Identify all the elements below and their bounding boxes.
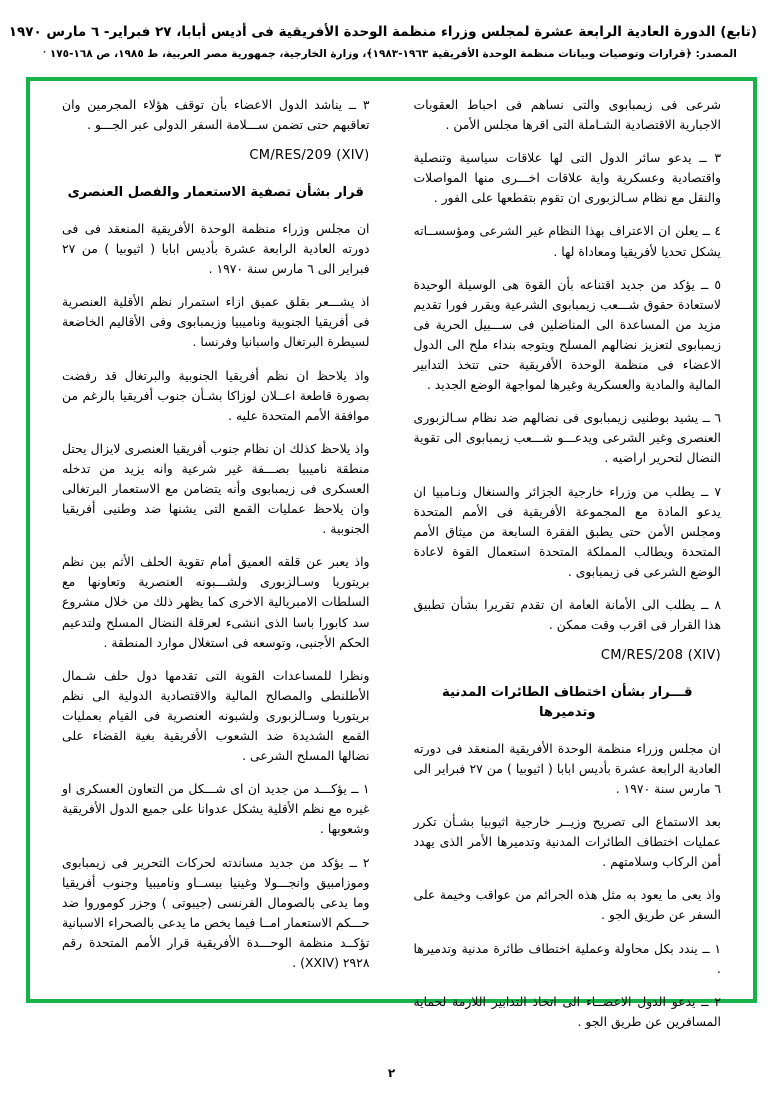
section-heading: قرار بشأن تصفية الاستعمار والفصل العنصرى	[67, 185, 364, 201]
header-title: (تابع) الدورة العادية الرابعة عشرة لمجلس وزراء منظمة الوحدة الأفريقية فى أديس أبابا، ٢٧ فبراير- ٦ مارس ١٩٧٠	[8, 24, 757, 40]
paragraph: ٤ ــ يعلن ان الاعتراف بهذا النظام غير الشرعى ومؤسســاته يشكل تحديا لأفريقيا ومعاداة لها .	[413, 223, 721, 259]
bordered-content-frame	[26, 77, 757, 1029]
resolution-code: CM/RES/209 (XIV)	[249, 148, 370, 164]
paragraph: واذ يعبر عن قلقه العميق أمام تقوية الحلف الأثم بين نظم بريتوريا وسـالزبورى ولشـــبونه العنصرية وتعاونها مع السلطات الامبريالية الاخرى كما يظهر ذلك من خلال مشروع سد كابورا باسا الذى انشىء لعرقلة النضال المسلح ولتدعيم الحكم الأجنبى، وتوسعه فى استغلال موارد المنطقة .	[62, 554, 370, 650]
paragraph: ١ ــ يندد بكل محاولة وعملية اختطاف طائرة مدنية وتدميرها .	[413, 940, 721, 976]
page-number: ٢	[387, 1066, 396, 1080]
resolution-code: CM/RES/208 (XIV)	[600, 648, 721, 664]
paragraph: ٨ ــ يطلب الى الأمانة العامة ان تقدم تقريرا بشأن تطبيق هذا القرار فى اقرب وقت ممكن .	[413, 596, 721, 633]
paragraph: ٢ ــ يدعو الدول الاعضــاء الى اتخاذ التدابير اللازمة لحماية المسافرين عن طريق الجو .	[413, 993, 721, 1029]
paragraph: ٥ ــ يؤكد من جديد اقتناعه بأن القوة هى الوسيلة الوحيدة لاستعادة حقوق شـــعب زيمبابوى الشرعية ويقرر فورا تقديم مزيد من المساعدة الى المناضلين فى ســـبيل الحرية فى زيمبابوى لتعزيز نضالهم المسلح ويتوجه بنداء ملح الى الدول الاعضاء فى منظمة الوحدة الأفريقية حتى تتخذ التدابير المالية والمادية والعسكرية وغيرها لمواجهة الوضع الجديد .	[413, 276, 721, 393]
page-header	[8, 22, 757, 63]
paragraph: ٣ ــ يدعو سائر الدول التى لها علاقات سياسية وتنصلية واقتصادية وعسكرية واية علاقات اخـــرى منها المواصلات والنقل مع نظام سـالزبورى ان تقوم بتقطعها على الفور .	[413, 150, 721, 206]
paragraph: واذ يلاحظ كذلك ان نظام جنوب أفريقيا العنصرى لايزال يحتل منطقة ناميبيا بصـــفة غير شرعية وانه يزيد من تدخله العسكرى فى زيمبابوى وأنه يتضامن مع الاستعمار البرتغالى وان يلاحظ عمليات القمع التى يشنها ضد وطنيى أفريقيا الجنوبية .	[62, 440, 370, 537]
paragraph: ٣ ــ يناشد الدول الاعضاء بأن توقف هؤلاء المجرمين وان تعاقبهم حتى تضمن ســـلامة السفر الدولى عبر الجـــو .	[62, 97, 370, 133]
paragraph: ان مجلس وزراء منظمة الوحدة الأفريقية المنعقد فى دورته العادية الرابعة عشرة بأديس ابابا ( اثيوبيا ) من ٢٧ فبراير الى ٦ مارس سنة ١٩٧٠ .	[413, 740, 721, 796]
paragraph: ٢ ــ يؤكد من جديد مساندته لحركات التحرير فى زيمبابوى وموزامبيق وانجـــولا وغينيا بيســاو وناميبيا وجنوب أفريقيا وما يدعى بالصومال الفرنسى (جيبوتى ) وجزر كوموروا ضد حـــكم الاستعمار امــا فيما يخص ما يدعى بالصحراء الاسبانية تؤكــد منظمة الوحـــدة الأفريقية قرار الأمم المتحدة رقم ٢٩٢٨ (XXIV) .	[62, 854, 370, 970]
right-text-column	[392, 95, 744, 1029]
paragraph: اذ يشـــعر بقلق عميق ازاء استمرار نظم الأقلية العنصرية فى أفريقيا الجنوبية وناميبيا وزيمبابوى وفى الأقاليم الخاضعة لسيطرة البرتغال واسبانيا وفرنسا .	[62, 294, 370, 350]
paragraph: ٦ ــ يشيد بوطنيى زيمبابوى فى نضالهم ضد نظام سـالزبورى العنصرى وغير الشرعى ويدعـــو شـــعب زيمبابوى الى تقوية النضال لتحرير اراضيه .	[413, 410, 721, 466]
paragraph: ٧ ــ يطلب من وزراء خارجية الجزائر والسنغال ونـامبيا ان يدعو المادة مع المجموعة الأفريقية فى الأمم المتحدة ومجلس الأمن حتى يطبق الفقرة السابعة من ميثاق الأمم المتحدة ويطالب المملكة المتحدة استعمال القوة لاعادة الوضع الشرعى فى زيمبابوى .	[413, 483, 721, 579]
paragraph: بعد الاستماع الى تصريح وزيــر خارجية اثيوبيا بشـأن تكرر عمليات اختطاف الطائرات المدنية وتدميرها الأمر الذى يهدد أمن الركاب وسلامتهم .	[413, 814, 721, 870]
section-heading: قـــرار بشأن اختطاف الطائرات المدنية وتدميرها	[442, 685, 693, 720]
paragraph: ونظرا للمساعدات القوية التى تقدمها دول حلف شـمال الأطلنطى والمصالح المالية والاقتصادية الدولية الى نظم بريتوريا وسـالزبورى ولشبونه العنصرية فى القيام بعمليات القمع الشديدة ضد الشعوب الأفريقية بغية القضاء على نضالها المسلح الشرعى .	[62, 667, 370, 764]
paragraph: واذ يلاحظ ان نظم أفريقيا الجنوبية والبرتغال قد رفضت بصورة قاطعة اعــلان لوزاكا بشـأن جنوب أفريقيا بالرغم من موافقة الأمم المتحدة عليه .	[62, 367, 370, 423]
paragraph: شرعى فى زيمبابوى والتى نساهم فى احباط العقوبات الاجبارية الاقتصادية الشـاملة التى اقرها مجلس الأمن .	[413, 97, 721, 133]
paragraph: ان مجلس وزراء منظمة الوحدة الأفريقية المنعقد فى فى دورته العادية الرابعة عشرة بأديس ابابا ( اثيوبيا ) من ٢٧ فبراير الى ٦ مارس سنة ١٩٧٠ .	[62, 220, 370, 277]
paragraph: ١ ــ يؤكـــد من جديد ان اى شـــكل من التعاون العسكرى او غيره مع نظم الأقلية يشكل عدوانا على جميع الدول الأفريقية وشعوبها .	[62, 781, 370, 837]
header-source: المصدر: ﴿قرارات وتوصيات وبيانات منظمة الوحدة الأفريقية ١٩٦٣-١٩٨٣﴾، وزارة الخارجية، جمهورية مصر العربية، ط ١٩٨٥، ص ١٦٨-١٧٥ ̒	[46, 48, 737, 61]
left-text-column	[40, 95, 392, 989]
two-column-layout	[40, 95, 743, 1029]
paragraph: واذ يعى ما يعود به مثل هذه الجرائم من عواقب وخيمة على السفر عن طريق الجو .	[413, 887, 721, 923]
